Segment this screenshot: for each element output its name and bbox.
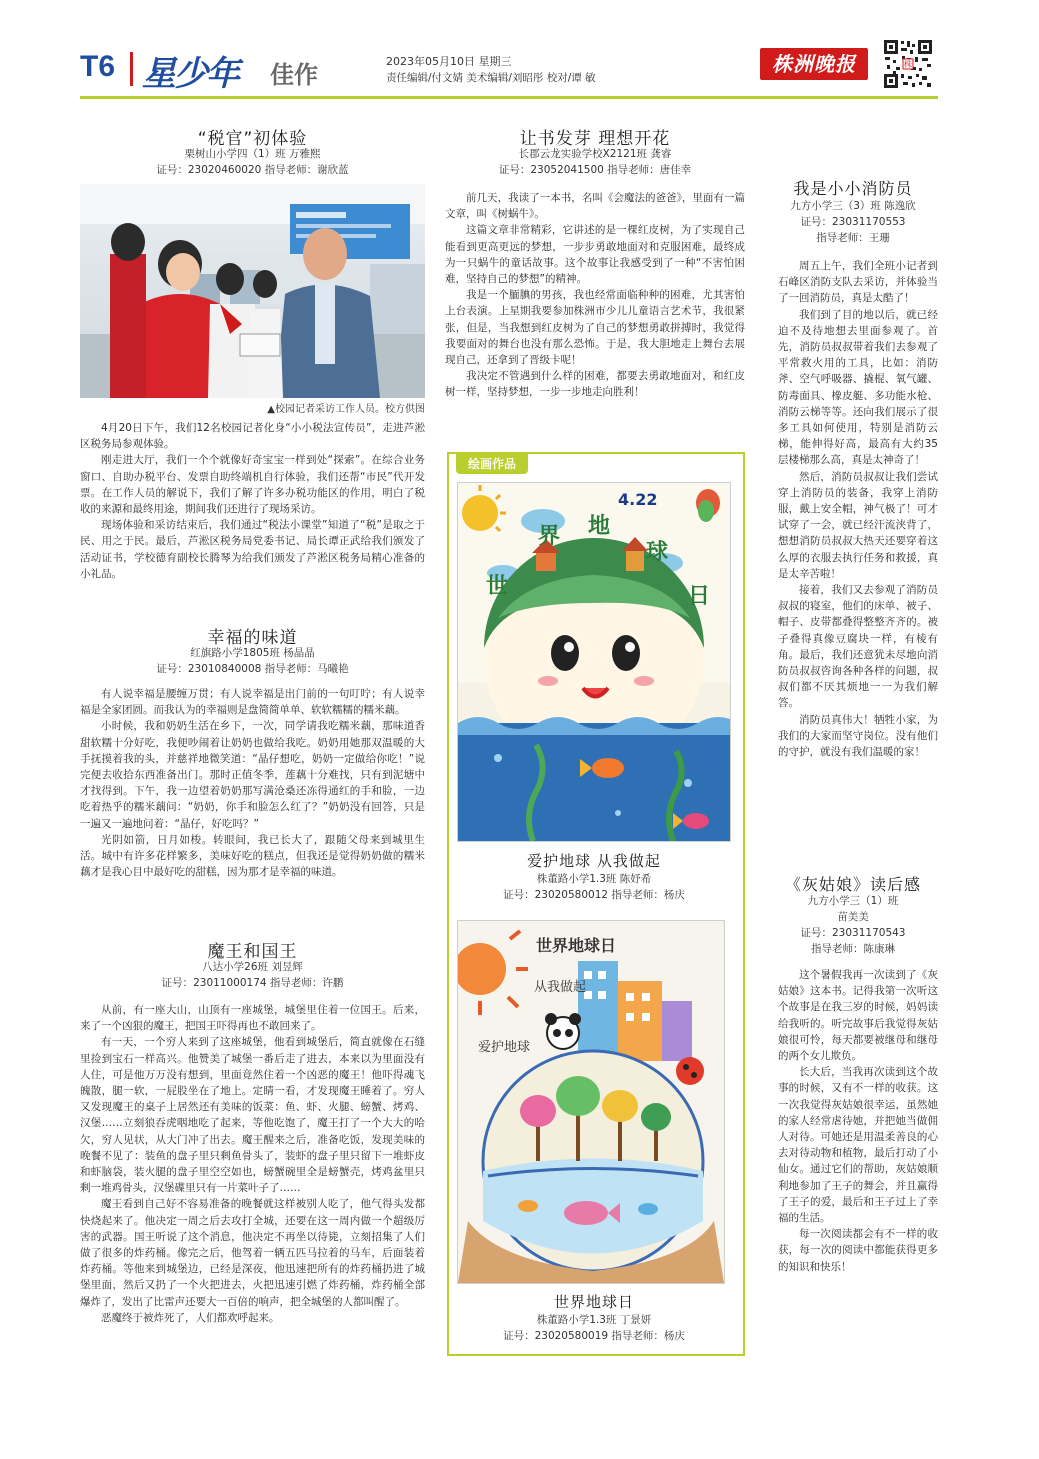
newspaper-logo <box>760 48 868 80</box>
drawing-title: 世界地球日 <box>553 1293 634 1311</box>
article-byline: 红旗路小学1805班 杨晶晶 证号：23010840008 指导老师：马曦艳 <box>156 647 349 675</box>
article-title: 魔王和国王 <box>207 942 298 962</box>
inscription-slogan: 爱护地球 <box>478 1040 531 1055</box>
newspaper-name: 株洲晚报 <box>772 52 856 76</box>
inscription-char: 日 <box>688 584 711 609</box>
inscription-title: 世界地球日 <box>536 936 617 955</box>
inscription-char: 界 <box>538 524 561 549</box>
article-body: 这个暑假我再一次读到了《灰姑娘》这本书。记得我第一次听这个故事是在我三岁的时候，妈妈读给我听的。听完故事后我觉得灰姑娘很可怜，每天都要被继母和继母的两个女儿欺负。 长大后，当我再次读到这个故事的时候，又有不一样的收获。这一次我觉得灰姑娘很幸运，虽然她的家人经常虐待她，并把她当做佣人对待。可她还是用温柔善良的心去对待动物和植物，最后打动了小仙女。通过它们的帮助，灰姑娘顺利地参加了王子的舞会，并且赢得了王子的爱，最后和王子过上了幸福的生活。 每一次阅读都会有不一样的收获，每一次的阅读中都能获得更多的知识和快乐！ <box>778 969 938 1273</box>
inscription-char: 世 <box>486 574 509 599</box>
article-body: 从前，有一座大山，山顶有一座城堡，城堡里住着一位国王。后来，来了一个凶狠的魔王，把国王吓得再也不敢回来了。 有一天，一个穷人来到了这座城堡，他看到城堡后，简直就像在石缝里捡到宝石一样高兴。他赞美了城堡一番后走了进去，本来以为里面没有人住，可是他万万没有想到，里面竟然住着一个凶恶的魔王！他吓得魂飞魄散，腿一软，一屁股坐在了地上。定睛一看，才发现魔王睡着了。穷人又发现魔王的桌子上居然还有美味的饭菜：鱼、虾、火腿、螃蟹、烤鸡、汉堡……立刻狼吞虎咽地吃了起来，等他吃饱了，魔王打了一个大大的哈欠，穷人见状，从大门冲了出去。魔王醒来之后，准备吃饭，发现美味的晚餐不见了：装鱼的盘子里只剩鱼骨头了，装虾的盘子里只留下一堆虾皮和虾脑袋，装火腿的盘子里空空如也，螃蟹碗里全是螃蟹壳，烤鸡盆里只剩一堆鸡骨头，汉堡碟里只有一片菜叶子了…… 魔王看到自己好不容易准备的晚餐就这样被别人吃了，他气得头发都快烧起来了。他决定一周之后去攻打全城，还要在这一周内做一个超级厉害的武器。国王听说了这个消息，他决定不再坐以待毙，立刻招集了人们做了很多的炸药桶。像完之后，他驾着一辆五匹马拉着的马车，后面装着炸药桶。等他来到城堡边，已经是深夜，他迅速把所有的炸药桶扔进了城堡里面，然后又扔了一个火把进去，火把迅速引燃了炸药桶，炸药桶全部爆炸了，发出了比雷声还要大一百倍的响声，把全城堡的人都叫醒了。 恶魔终于被炸死了，人们都欢呼起来。 <box>80 1004 425 1324</box>
inscription-char: 球 <box>646 540 669 565</box>
gallery-tag: 绘画作品 <box>456 454 528 474</box>
article-byline: 长郡云龙实验学校X2121班 龚睿 证号：23052041500 指导老师：唐佳幸 <box>498 148 692 176</box>
photo-caption: ▲校园记者采访工作人员。校方供图 <box>267 404 425 415</box>
svg-text:株: 株 <box>904 60 912 69</box>
page-number: T6 <box>80 50 116 83</box>
article-body: 有人说幸福是腰缠万贯；有人说幸福是出门前的一句叮咛；有人说幸福是全家团圆。而我认为的幸福则是盘简简单单、软软糯糯的糯米藕。 小时候，我和奶奶生活在乡下，一次，同学请我吃糯米藕，那味道香甜软糯十分好吃，我便吵闹着让奶奶也做给我吃。奶奶用她那双温暖的大手抚摸着我的头，并慈祥地微笑道：“晶仔想吃，奶奶一定做给你吃！”说完便去收拾东西准备出门。那时正值冬季，莲藕十分难找，只有到泥塘中才找得到。下午，我一边望着奶奶那写满沧桑还冻得通红的手和脸，一边吃着热乎的糯米藕问：“奶奶，你手和脸怎么红了？”奶奶没有回答，只是一遍又一遍地问着：“晶仔，好吃吗？” 光阴如箭，日月如梭。转眼间，我已长大了，跟随父母来到城里生活。城中有许多花样繁多，美味好吃的糕点，但我还是觉得奶奶做的糯米藕才是我心目中最好吃的甜糕，因为那才是幸福的味道。 <box>80 688 425 879</box>
article-byline: 八达小学26班 刘昱辉 证号：23011000174 指导老师：许鹏 <box>161 961 344 989</box>
section-brand-logo: 星少年 <box>142 54 238 94</box>
article-title: “税官”初体验 <box>197 129 308 149</box>
article-body: 周五上午，我们全班小记者到石峰区消防支队去采访，并体验当了一回消防员，真是太酷了！ 我们到了目的地以后，就已经迫不及待地想去里面参观了。首先，消防员叔叔带着我们去参观了平常救火用的工具，比如：消防斧、空气呼吸器、撬棍、氧气罐、防毒面具、橡皮艇、多功能水枪、消防云梯等等。还向我们展示了很多工具如何使用，特别是消防云梯，能伸得好高，最高有大约35层楼梯那么高，真是太神奇了！ 然后，消防员叔叔让我们尝试穿上消防员的装备，我穿上消防服，戴上安全帽，神气极了！可才试穿了一会，就已经汗流浃背了，想想消防员叔叔大热天还要穿着这么厚的衣服去执行任务和救援，真是太辛苦啦！ 接着，我们又去参观了消防员叔叔的寝室，他们的床单、被子、帽子、皮带都叠得整整齐齐的。被子叠得真像豆腐块一样，有棱有角。最后，我们还意犹未尽地向消防员叔叔咨询各种各样的问题，叔叔们都不厌其烦地一一为我们解答。 消防员真伟大！牺牲小家，为我们的大家而坚守岗位。没有他们的守护，就没有我们温暖的家！ <box>778 260 938 759</box>
article-body: 前几天，我读了一本书，名叫《会魔法的爸爸》，里面有一篇文章，叫《树蜗牛》。 这篇文章非常精彩，它讲述的是一棵红皮树，为了实现自己能看到更高更远的梦想，一步步勇敢地面对和克服困难，最终成为一只蜗牛的童话故事。这个故事让我感受到了一种“不害怕困难，坚持自己的梦想”的精神。 我是一个腼腆的男孩，我也经常面临种种的困难，尤其害怕上台表演。上星期我要参加株洲市少儿儿童语言艺术节，我很紧张，但是，当我想到红皮树为了自己的梦想勇敢拼搏时，我觉得我要面对的舞台也没有那么恐怖。于是，我大胆地走上舞台去展现自己，还拿到了晋级卡呢！ 我决定不管遇到什么样的困难，都要去勇敢地面对，和红皮树一样，坚持梦想，一步一步地走向胜利！ <box>445 192 745 399</box>
section-name: 佳作 <box>270 61 318 89</box>
header-divider <box>130 52 133 86</box>
drawing-world-earth-day <box>457 920 725 1284</box>
editors-line: 责任编辑/付文婧 美术编辑/刘昭彤 校对/谭 敏 <box>386 72 596 84</box>
masthead <box>0 0 1039 110</box>
article-title: 幸福的味道 <box>207 628 298 648</box>
article-byline: 栗树山小学四（1）班 万雅熙 证号：23020460020 指导老师：谢欣蓝 <box>156 148 349 176</box>
date-line: 2023年05月10日 星期三 <box>386 55 512 68</box>
article-title: 《灰姑娘》读后感 <box>784 875 921 894</box>
date-mark: 4.22 <box>618 490 658 509</box>
drawing-credit: 株董路小学1.3班 丁景妍 证号：23020580019 指导老师：杨庆 <box>503 1314 685 1342</box>
article-byline: 九方小学三（1）班 苗美美 证号：23031170543 指导老师：陈康琳 <box>800 895 906 955</box>
inscription-slogan: 从我做起 <box>534 980 587 995</box>
qr-code <box>882 38 934 90</box>
photo-tax-hall <box>80 184 425 398</box>
drawing-title: 爱护地球 从我做起 <box>527 852 661 870</box>
article-title: 让书发芽 理想开花 <box>519 129 671 149</box>
drawing-credit: 株董路小学1.3班 陈妤希 证号：23020580012 指导老师：杨庆 <box>503 873 685 901</box>
drawing-protect-earth <box>457 482 731 842</box>
article-body: 4月20日下午，我们12名校园记者化身“小小税法宣传员”，走进芦淞区税务局参观体验。 刚走进大厅，我们一个个就像好奇宝宝一样到处“探索”。在综合业务窗口、自助办税平台、发票自助终端机自行体验，我们还帮“市民”代开发票。在工作人员的解说下，我们了解了许多办税功能区的作用，明白了税收的来源和最终用途，期间我们还进行了现场采访。 现场体验和采访结束后，我们通过“税法小课堂”知道了“税”是取之于民、用之于民。最后，芦淞区税务局党委书记、局长谭正武给我们颁发了活动证书，学校德育副校长腾琴为给我们颁发了芦淞区税务局精心准备的小礼品。 <box>80 422 425 580</box>
header-rule <box>80 96 938 99</box>
article-title: 我是小小消防员 <box>793 179 913 198</box>
article-byline: 九方小学三（3）班 陈逸欣 证号：23031170553 指导老师：王珊 <box>790 200 916 244</box>
inscription-char: 地 <box>588 514 611 539</box>
